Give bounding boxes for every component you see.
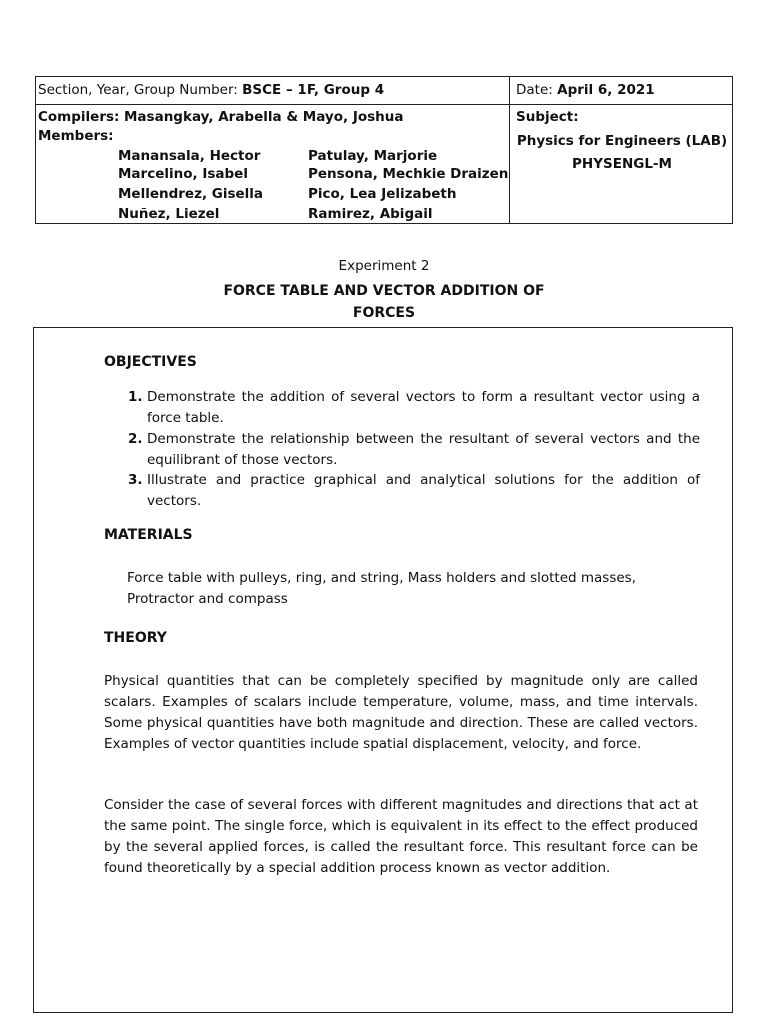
content-box — [33, 327, 733, 1013]
member-name: Manansala, Hector — [118, 148, 261, 164]
experiment-number: Experiment 2 — [338, 258, 430, 274]
member-name: Marcelino, Isabel — [118, 166, 248, 182]
theory-heading: THEORY — [104, 630, 167, 646]
date-value: April 6, 2021 — [557, 82, 655, 98]
member-name: Pico, Lea Jelizabeth — [308, 186, 457, 202]
list-item-text: Illustrate and practice graphical and analytical solutions for the addition of vectors. — [147, 472, 700, 509]
list-item-text: Demonstrate the relationship between the resultant of several vectors and the equilibrant of those vectors. — [147, 431, 700, 468]
list-item-number: 2. — [128, 431, 143, 447]
member-name: Nuñez, Liezel — [118, 206, 220, 222]
member-name: Pensona, Mechkie Draizen — [308, 166, 509, 182]
theory-paragraph: Consider the case of several forces with different magnitudes and directions that act at the same point. The single force, which is equivalent in its effect to the effect produced by the several applied forces, is called the resultant force. This resultant force can be found theoretically by a special addition process known as vector addition. — [104, 797, 698, 876]
list-item — [128, 429, 700, 471]
subject-line-1: Physics for Engineers (LAB) — [516, 133, 728, 149]
objectives-heading: OBJECTIVES — [104, 354, 197, 370]
theory-paragraph: Physical quantities that can be completely specified by magnitude only are called scalars. Examples of scalars include temperature, volume, mass, and time intervals. Some physical quantities have both magnitude and direction. These are called vectors. Examples of vector quantities include spatial displacement, velocity, and force. — [104, 673, 698, 752]
list-item — [128, 387, 700, 429]
compilers-value: Masangkay, Arabella & Mayo, Joshua — [124, 109, 404, 125]
section-value: BSCE – 1F, Group 4 — [242, 82, 385, 98]
member-name: Patulay, Marjorie — [308, 148, 438, 164]
header-info-table — [35, 76, 733, 224]
materials-text: Force table with pulleys, ring, and string, Mass holders and slotted masses, Protractor and compass — [127, 570, 637, 607]
members-label: Members: — [38, 128, 114, 144]
list-item-number: 1. — [128, 389, 143, 405]
subject-label: Subject: — [516, 109, 579, 125]
subject-line-2: PHYSENGL-M — [572, 156, 672, 172]
date-label: Date: — [516, 82, 553, 98]
list-item-text: Demonstrate the addition of several vectors to form a resultant vector using a force table. — [147, 389, 700, 426]
date-cell — [516, 82, 655, 98]
compilers-label: Compilers: — [38, 109, 120, 125]
member-name: Ramirez, Abigail — [308, 206, 433, 222]
experiment-title-line-1: FORCE TABLE AND VECTOR ADDITION OF — [223, 283, 545, 299]
member-name: Mellendrez, Gisella — [118, 186, 264, 202]
column-divider — [509, 77, 510, 223]
section-cell — [38, 82, 384, 98]
section-label: Section, Year, Group Number: — [38, 82, 238, 98]
materials-heading: MATERIALS — [104, 527, 193, 543]
list-item-number: 3. — [128, 472, 143, 488]
experiment-title-line-2: FORCES — [352, 305, 416, 321]
list-item — [128, 470, 700, 512]
